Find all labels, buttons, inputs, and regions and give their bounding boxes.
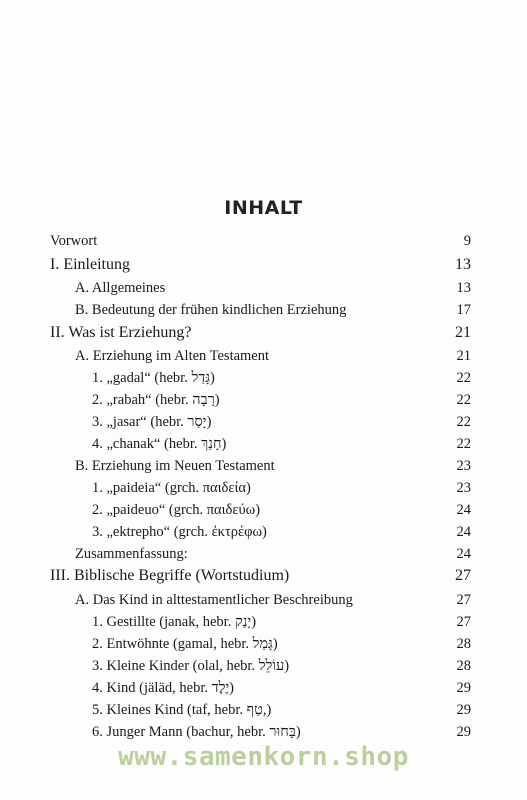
toc-entry-label: 1. „paideia“ (grch. παιδεία) — [92, 480, 251, 496]
toc-entry-page-number: 13 — [456, 280, 471, 296]
toc-entry-page-number: 22 — [456, 414, 471, 430]
toc-entry — [0, 655, 527, 677]
toc-entry-page-number: 24 — [456, 524, 471, 540]
toc-entry-page-number: 28 — [456, 636, 471, 652]
toc-entry-page-number: 29 — [456, 702, 471, 718]
toc-entry-page-number: 27 — [456, 592, 471, 608]
toc-entry — [0, 433, 527, 455]
toc-entry-page-number: 27 — [455, 567, 471, 584]
toc-entry-label: 3. „jasar“ (hebr. יָסַר) — [92, 414, 212, 430]
toc-entry — [0, 299, 527, 321]
toc-entry — [0, 367, 527, 389]
toc-entry-page-number: 22 — [456, 392, 471, 408]
toc-entry-page-number: 13 — [455, 256, 471, 273]
toc-entry-label: 3. „ektrepho“ (grch. ἐκτρέφω) — [92, 524, 267, 540]
toc-entry-label: A. Erziehung im Alten Testament — [75, 348, 270, 364]
toc-entry-label: 2. Entwöhnte (gamal, hebr. גָּמַל) — [92, 636, 278, 652]
toc-entry — [0, 455, 527, 477]
toc-entry-label: 4. Kind (jäläd, hebr. יֶלֶד) — [92, 680, 235, 696]
toc-entry — [0, 565, 527, 587]
toc-entry-page-number: 23 — [456, 480, 471, 496]
toc-entry — [0, 721, 527, 743]
toc-entry-page-number: 23 — [456, 458, 471, 474]
toc-entry-page-number: 22 — [456, 436, 471, 452]
toc-entry-label: B. Erziehung im Neuen Testament — [75, 458, 275, 474]
toc-entry — [0, 477, 527, 499]
toc-entry — [0, 589, 527, 611]
toc-entry — [0, 611, 527, 633]
toc-entry-page-number: 28 — [456, 658, 471, 674]
toc-entry-page-number: 27 — [456, 614, 471, 630]
toc-entry-page-number: 9 — [463, 233, 471, 249]
toc-entry — [0, 345, 527, 367]
toc-entry-label: Zusammenfassung: — [75, 546, 188, 562]
toc-entry-label: 5. Kleines Kind (taf, hebr. טַף,) — [92, 702, 272, 718]
toc-entry-page-number: 29 — [456, 680, 471, 696]
toc-entry-page-number: 17 — [456, 302, 471, 318]
toc-entry-label: 3. Kleine Kinder (olal, hebr. עוֹלֵל) — [92, 658, 290, 674]
watermark: www.samenkorn.shop — [118, 742, 409, 772]
toc-entry-page-number: 22 — [456, 370, 471, 386]
toc-entry — [0, 543, 527, 565]
toc-entry-label: 2. „paideuo“ (grch. παιδεύω) — [92, 502, 261, 518]
toc-entry-label: 4. „chanak“ (hebr. חָנַךְ) — [92, 436, 227, 452]
toc-entry-label: Vorwort — [50, 233, 98, 249]
toc-entry — [0, 254, 527, 276]
toc-entry — [0, 411, 527, 433]
toc-entry-label: 2. „rabah“ (hebr. רָבָה) — [92, 392, 220, 408]
toc-entry-page-number: 21 — [456, 348, 471, 364]
toc-entry — [0, 499, 527, 521]
toc-entry-label: B. Bedeutung der frühen kindlichen Erziehung — [75, 302, 347, 318]
toc-entry-label: III. Biblische Begriffe (Wortstudium) — [50, 567, 290, 584]
toc-entry-label: A. Allgemeines — [75, 280, 166, 296]
toc-entry — [0, 677, 527, 699]
toc-entry-page-number: 29 — [456, 724, 471, 740]
toc-entry-page-number: 24 — [456, 502, 471, 518]
toc-entry — [0, 322, 527, 344]
toc-entry — [0, 389, 527, 411]
toc-entry-label: 1. „gadal“ (hebr. גָּדַל) — [92, 370, 215, 386]
toc-entry-label: 1. Gestillte (janak, hebr. יָנַק) — [92, 614, 257, 630]
toc-entry — [0, 633, 527, 655]
toc-entry — [0, 699, 527, 721]
toc-entry — [0, 521, 527, 543]
toc-entry-label: 6. Junger Mann (bachur, hebr. בָּחוּר) — [92, 724, 301, 740]
toc-entry-label: II. Was ist Erziehung? — [50, 324, 192, 341]
toc-entry-page-number: 24 — [456, 546, 471, 562]
toc-entry-label: I. Einleitung — [50, 256, 130, 273]
page-title: INHALT — [224, 197, 303, 219]
toc-entry — [0, 230, 527, 252]
toc-entry-page-number: 21 — [455, 324, 471, 341]
toc-entry — [0, 277, 527, 299]
toc-entry-label: A. Das Kind in alttestamentlicher Beschreibung — [75, 592, 353, 608]
